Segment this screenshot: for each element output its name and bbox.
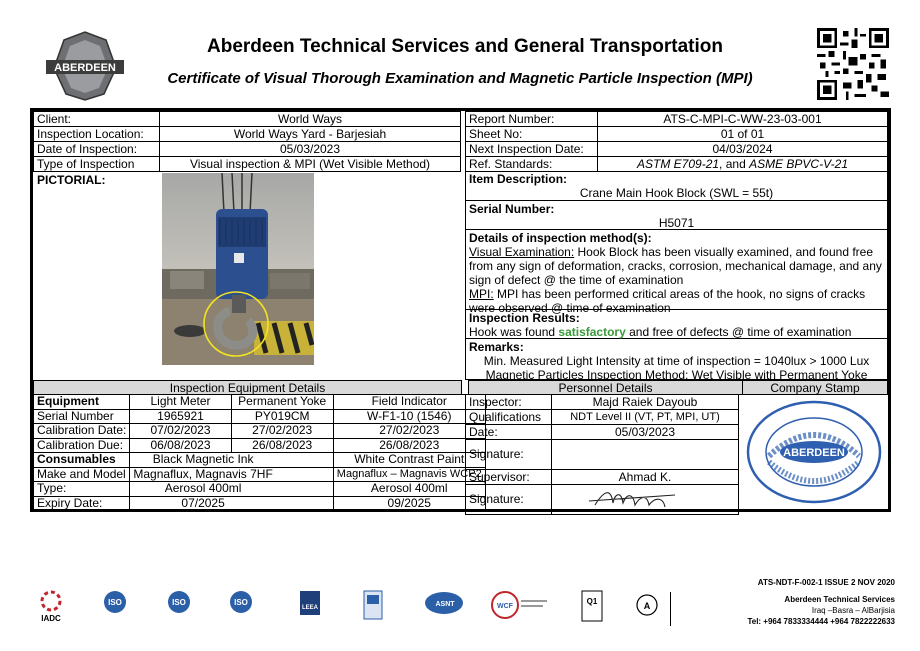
remarks-line-2: Magnetic Particles Inspection Method: Wet Visible with Permanent Yoke [485, 368, 868, 382]
table-row [466, 440, 739, 470]
section-band [33, 380, 888, 395]
qr-code-icon [817, 28, 889, 100]
footer-company: Aberdeen Technical Services [784, 595, 895, 604]
visual-examination-text: Visual Examination: Hook Block has been visually examined, and found free from any sign of deformation, cracks, corrosion, mechanical damage, and any sign of defect @ the time of examination [469, 245, 882, 287]
report-number-value: ATS-C-MPI-C-WW-23-03-001 [598, 112, 888, 127]
aberdeen-logo [44, 28, 126, 102]
remarks-heading: Remarks: [469, 340, 524, 354]
svg-text:ISO: ISO [172, 598, 186, 607]
asnt-logo [422, 590, 466, 618]
qualifications-value: NDT Level II (VT, PT, MPI, UT) [552, 410, 739, 425]
table-row [34, 395, 486, 410]
iso-logo [100, 590, 130, 616]
table-cell: 07/02/2023 [130, 424, 231, 439]
sheet-value: 01 of 01 [598, 127, 888, 142]
table-row [34, 409, 486, 424]
form-number: ATS-NDT-F-002-1 ISSUE 2 NOV 2020 [757, 578, 895, 587]
table-row [466, 470, 739, 485]
table-row [466, 395, 739, 410]
iso-logo [226, 590, 256, 616]
inspection-results-heading: Inspection Results: [469, 311, 580, 325]
svg-text:ABERDEEN: ABERDEEN [54, 62, 116, 74]
nebosh-logo [362, 590, 384, 622]
remarks-box [465, 339, 888, 380]
table-row [34, 112, 461, 127]
table-cell: PY019CM [231, 409, 333, 424]
remarks-line-1: Min. Measured Light Intensity at time of inspection = 1040lux > 1000 Lux [483, 354, 870, 368]
serial-number-box [465, 201, 888, 230]
table-row [34, 127, 461, 142]
date-value: 05/03/2023 [552, 425, 739, 440]
table-cell: Aerosol 400ml [130, 482, 333, 497]
table-cell: Magnaflux, Magnavis 7HF [130, 467, 333, 482]
footer-address: Iraq –Basra – AlBarjisia [811, 606, 895, 615]
item-description-value: Crane Main Hook Block (SWL = 55t) [579, 186, 774, 200]
row-label: Expiry Date: [34, 496, 130, 511]
contrast-paint-head: White Contrast Paint [333, 453, 485, 468]
api-q1-logo [580, 590, 604, 624]
inspector-signature [552, 440, 739, 470]
personnel-table [465, 394, 739, 515]
table-cell: 07/2025 [130, 496, 333, 511]
next-inspection-value: 04/03/2024 [598, 142, 888, 157]
company-stamp-icon [745, 400, 883, 504]
report-info-table [465, 111, 888, 172]
equipment-table [33, 394, 486, 511]
table-cell: 27/02/2023 [333, 424, 485, 439]
ref-standards-value: ASTM E709-21, and ASME BPVC-V-21 [598, 157, 888, 172]
table-row [466, 142, 888, 157]
inspection-method-heading: Details of inspection method(s): [469, 231, 652, 245]
table-row [34, 381, 888, 395]
consumables-head: Consumables [34, 453, 130, 468]
supervisor-signature [552, 485, 739, 515]
footer-divider [670, 592, 671, 626]
footer-phone: Tel: +964 7833334444 +964 7822222633 [747, 617, 895, 626]
row-label: Calibration Date: [34, 424, 130, 439]
table-cell: 26/08/2023 [333, 438, 485, 453]
black-ink-head: Black Magnetic Ink [130, 453, 333, 468]
item-description-box [465, 171, 888, 201]
iadc-logo: IADC [36, 590, 66, 623]
table-cell: 26/08/2023 [231, 438, 333, 453]
field-indicator-head: Field Indicator [333, 395, 485, 410]
certificate-title: Certificate of Visual Thorough Examination and Magnetic Particle Inspection (MPI) [167, 70, 753, 87]
personnel-section-title: Personnel Details [469, 381, 743, 395]
light-meter-head: Light Meter [130, 395, 231, 410]
table-row [34, 438, 486, 453]
qualifications-label: Qualifications [466, 410, 552, 425]
inspector-label: Inspector: [466, 395, 552, 410]
report-number-label: Report Number: [466, 112, 598, 127]
inspector-name: Majd Raiek Dayoub [552, 395, 739, 410]
table-cell: 06/08/2023 [130, 438, 231, 453]
inspection-type-label: Type of Inspection [34, 157, 160, 172]
svg-text:WCF: WCF [497, 603, 513, 610]
table-row [34, 482, 486, 497]
svg-text:LEEA: LEEA [301, 605, 319, 611]
serial-number-value: H5071 [658, 216, 695, 230]
svg-text:ISO: ISO [108, 598, 122, 607]
table-row [466, 127, 888, 142]
inspection-date-value: 05/03/2023 [160, 142, 461, 157]
stamp-section-title: Company Stamp [743, 381, 888, 395]
result-status: satisfactory [558, 325, 626, 339]
inspection-method-box [465, 230, 888, 315]
yoke-head: Permanent Yoke [231, 395, 333, 410]
date-label: Date: [466, 425, 552, 440]
row-label: Calibration Due: [34, 438, 130, 453]
ref-standards-label: Ref. Standards: [466, 157, 598, 172]
client-label: Client: [34, 112, 160, 127]
table-cell: W-F1-10 (1546) [333, 409, 485, 424]
api-monogram-logo [636, 590, 658, 622]
inspection-type-value: Visual inspection & MPI (Wet Visible Method) [160, 157, 461, 172]
table-row [34, 467, 486, 482]
svg-text:ABERDEEN: ABERDEEN [783, 447, 845, 459]
next-inspection-label: Next Inspection Date: [466, 142, 598, 157]
table-row [34, 142, 461, 157]
pictorial-label: PICTORIAL: [37, 173, 106, 187]
inspection-date-label: Date of Inspection: [34, 142, 160, 157]
table-cell: 09/2025 [333, 496, 485, 511]
table-cell: Aerosol 400ml [333, 482, 485, 497]
item-description-heading: Item Description: [469, 172, 568, 186]
inspection-results-text: Hook was found satisfactory and free of defects @ time of examination [469, 325, 852, 339]
leea-logo [298, 590, 322, 618]
table-cell: 1965921 [130, 409, 231, 424]
company-title: Aberdeen Technical Services and General Transportation [207, 36, 723, 57]
table-row [466, 425, 739, 440]
accreditation-logos [36, 590, 686, 630]
supervisor-signature-label: Signature: [466, 485, 552, 515]
table-row [34, 496, 486, 511]
table-cell: 27/02/2023 [231, 424, 333, 439]
wcf-logo [490, 590, 550, 622]
certificate-frame [30, 108, 891, 512]
table-row [34, 453, 486, 468]
client-info-table [33, 111, 461, 172]
inspection-results-box [465, 310, 888, 339]
client-value: World Ways [160, 112, 461, 127]
iso-logo [164, 590, 194, 616]
hook-block-photo [162, 173, 314, 365]
supervisor-label: Supervisor: [466, 470, 552, 485]
supervisor-name: Ahmad K. [552, 470, 739, 485]
equipment-head: Equipment [34, 395, 130, 410]
row-label: Type: [34, 482, 130, 497]
svg-text:A: A [643, 601, 651, 611]
table-row [466, 157, 888, 172]
mpi-text: MPI: MPI has been performed critical areas of the hook, no signs of cracks were observed @ time of examination [469, 287, 866, 315]
table-row [34, 157, 461, 172]
row-label: Serial Number [34, 409, 130, 424]
svg-text:ISO: ISO [234, 598, 248, 607]
table-row [466, 485, 739, 515]
sheet-label: Sheet No: [466, 127, 598, 142]
row-label: Make and Model [34, 467, 130, 482]
serial-number-heading: Serial Number: [469, 202, 555, 216]
svg-text:Q1: Q1 [586, 597, 598, 606]
footer-contact [720, 577, 895, 627]
table-row [466, 410, 739, 425]
location-value: World Ways Yard - Barjesiah [160, 127, 461, 142]
signature-icon [555, 485, 725, 511]
svg-text:ASNT: ASNT [435, 601, 455, 608]
equipment-section-title: Inspection Equipment Details [34, 381, 462, 395]
table-row [466, 112, 888, 127]
location-label: Inspection Location: [34, 127, 160, 142]
table-row [34, 424, 486, 439]
inspector-signature-label: Signature: [466, 440, 552, 470]
table-cell: Magnaflux – Magnavis WCP2 [333, 467, 485, 482]
